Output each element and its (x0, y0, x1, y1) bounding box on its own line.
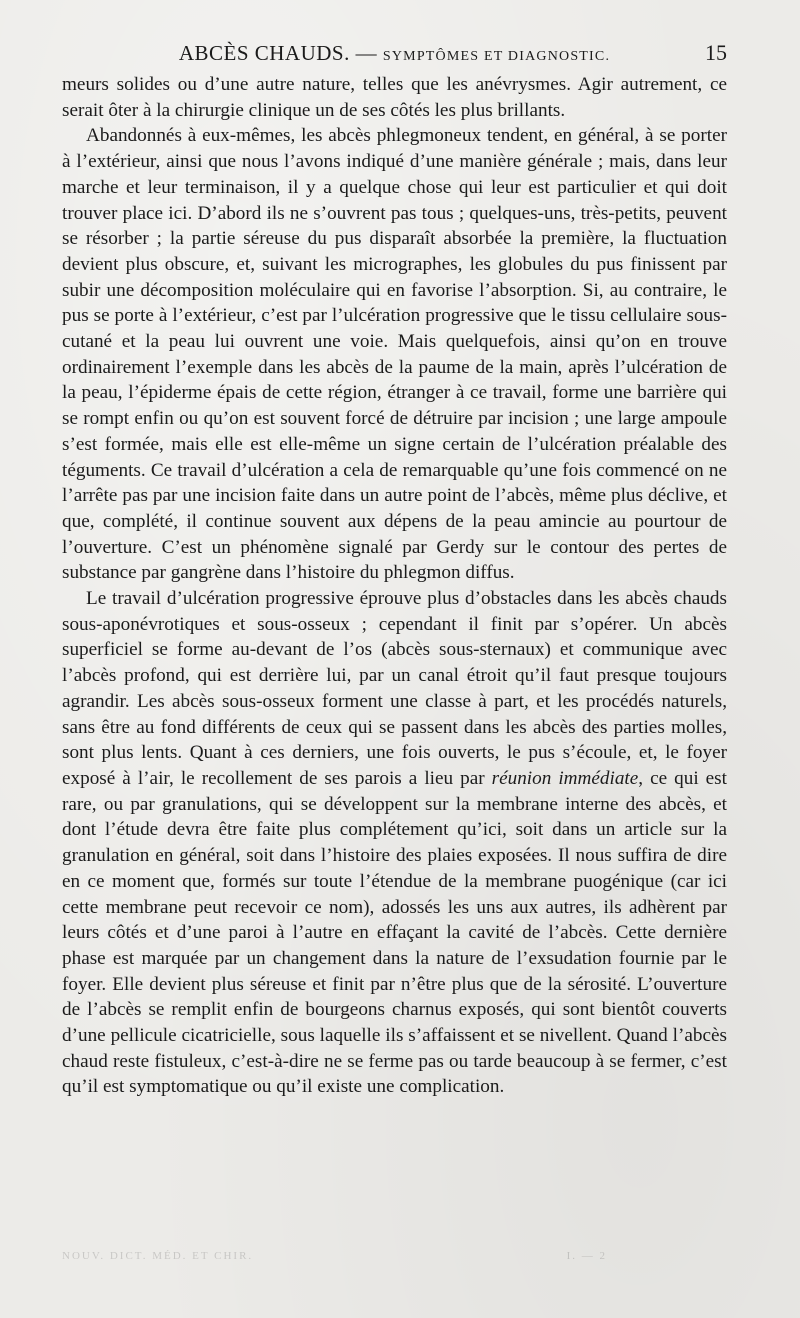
running-head (62, 38, 727, 68)
paragraph-continuation: meurs solides ou d’une autre nature, telles que les anévrysmes. Agir autrement, ce serait ôter à la chirurgie clinique un de ses côtés les plus brillants. (62, 74, 727, 121)
paragraph-travail-ulceration (62, 586, 727, 1100)
running-head-title (62, 38, 727, 72)
paragraph-travail-text-after: , ce qui est rare, ou par granulations, qui se développent sur la membrane interne des abcès, et dont l’étude devra être faite plus complétement qu’ici, soit dans un article sur la granulation en général, soit dans l’histoire des plaies exposées. Il nous suffira de dire en ce moment que, formés sur toute l’étendue de la membrane puogénique (car ici cette membrane peut recevoir ce nom), adossés les uns aux autres, ils adhèrent par leurs côtés et d’une paroi à l’autre en effaçant la cavité de l’abcès. Cette dernière phase est marquée par un changement dans la nature de l’exsudation fournie par le foyer. Elle devient plus séreuse et finit par n’être plus que de la sérosité. L’ouverture de l’abcès se remplit enfin de bourgeons charnus exposés, qui sont bientôt couverts d’une pellicule cicatricielle, sous laquelle ils s’affaissent et se nivellent. Quand l’abcès chaud reste fistuleux, c’est-à-dire ne se ferme pas ou tarde beaucoup à se fermer, c’est qu’il est symptomatique ou qu’il existe une complication. (62, 767, 727, 1098)
running-head-title-right: SYMPTÔMES ET DIAGNOSTIC. (382, 49, 611, 64)
body-text (62, 72, 727, 1100)
bleed-through-footer (62, 1250, 727, 1270)
paragraph-abandonnes: Abandonnés à eux-mêmes, les abcès phlegmoneux tendent, en général, à se porter à l’extérieur, ainsi que nous l’avons indiqué d’une manière générale ; mais, dans leur marche et leur terminaison, il y a quelque chose qui leur est particulier et qui doit trouver place ici. D’abord ils ne s’ouvrent pas tous ; quelques-uns, très-petits, peuvent se résorber ; la partie séreuse du pus disparaît absorbée la première, la fluctuation devient plus obscure, et, suivant les micrographes, les globules du pus finissent par subir une décomposition moléculaire qui en favorise l’absorption. Si, au contraire, le pus se porte à l’extérieur, c’est par l’ulcération progressive que le tissu cellulaire sous-cutané et la peau lui ouvrent une voie. Mais quelquefois, ainsi qu’on en trouve ordinairement l’exemple dans les abcès de la paume de la main, après l’ulcération de la peau, l’épiderme épais de cette région, étranger à ce travail, forme une barrière qui se rompt enfin ou qu’on est souvent forcé de détruire par incision ; une large ampoule s’est formée, mais elle est elle-même un signe certain de l’ulcération préalable des téguments. Ce travail d’ulcération a cela de remarquable qu’une fois commencé on ne l’arrête pas par une incision faite dans un autre point de l’abcès, même plus déclive, et que, complété, il continue souvent aux dépens de la peau amincie au pourtour de l’ouverture. C’est un phénomène signalé par Gerdy sur le contour des pertes de substance par gangrène dans l’histoire du phlegmon diffus. (62, 125, 727, 584)
paragraph-travail-text-before: Le travail d’ulcération progressive éprouve plus d’obstacles dans les abcès chauds sous-aponévrotiques et sous-osseux ; cependant il finit par s’opérer. Un abcès superficiel se forme au-devant de l’os (abcès sous-sternaux) et communique avec l’abcès profond, qui est derrière lui, par un canal étroit qu’il faut presque toujours agrandir. Les abcès sous-osseux forment une classe à part, et les procédés naturels, sans être au fond différents de ceux qui se passent dans les abcès des parties molles, sont plus lents. Quant à ces derniers, une fois ouverts, le pus s’écoule, et, le foyer exposé à l’air, le recollement de ses parois a lieu par (62, 588, 727, 789)
footer-signature-right: I. — 2 (566, 1250, 607, 1262)
italic-reunion-immediate: réunion immédiate (491, 767, 639, 789)
running-head-separator: — (355, 41, 378, 65)
footer-signature-left: NOUV. DICT. MÉD. ET CHIR. (62, 1250, 254, 1262)
page-number: 15 (705, 40, 727, 65)
running-head-title-left: ABCÈS CHAUDS. (178, 41, 350, 65)
